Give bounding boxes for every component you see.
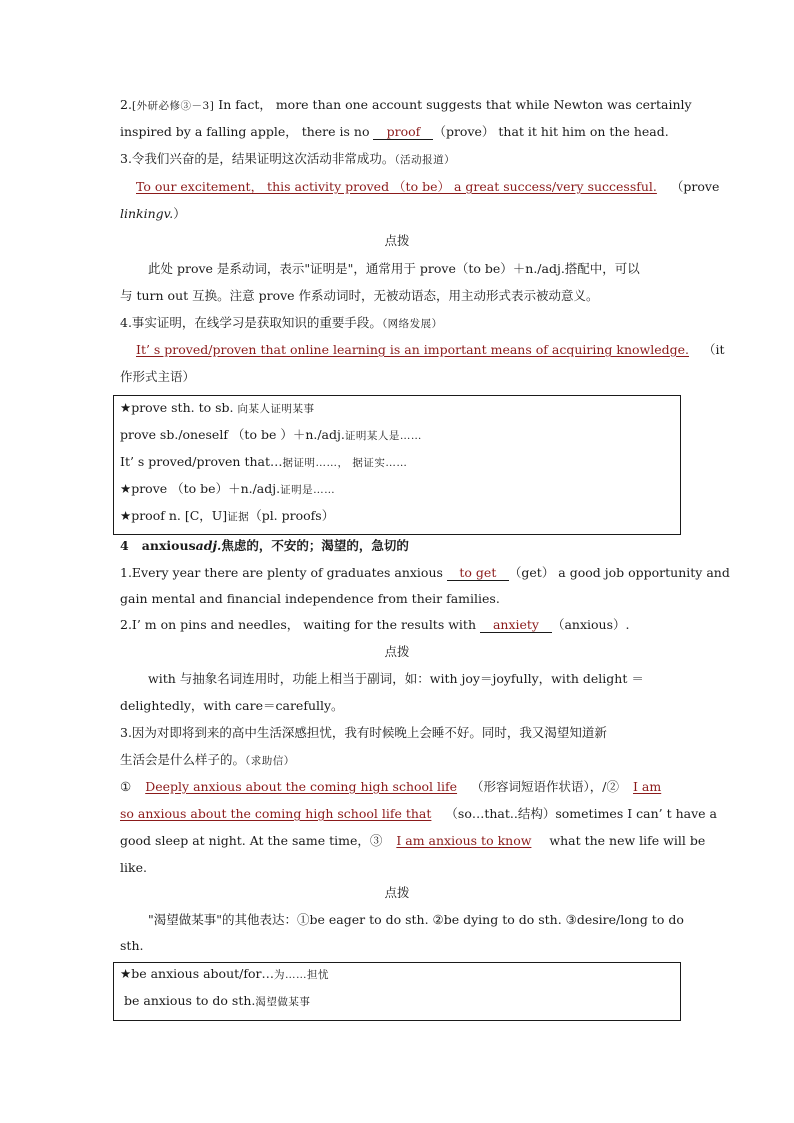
exercise-3-answer-1	[120, 778, 680, 796]
exercise-text: good sleep at night. At the same time，③	[120, 833, 383, 848]
box-phrase: ★prove （to be）＋n./adj.	[120, 481, 281, 496]
exercise-3-answer-3	[120, 832, 706, 850]
item-3-chinese	[120, 150, 680, 169]
item-hint: ）	[173, 206, 186, 221]
box-line	[120, 426, 422, 445]
exercise-text: what the new life will be	[545, 833, 706, 848]
exercise-3-chinese-1: 3.因为对即将到来的高中生活深感担忧，我有时候晚上会睡不好。同时，我又渴望知道新	[120, 725, 607, 740]
exercise-3-chinese-2	[120, 751, 680, 770]
box-phrase: prove sb./oneself （to be ）＋n./adj.	[120, 427, 345, 442]
translation-answer: It’ s proved/proven that online learning is an important means of acquiring knowledge.	[136, 342, 689, 357]
item-2-line-2	[120, 123, 680, 141]
tip-title: 点拨	[384, 885, 410, 900]
box-phrase: It’ s proved/proven that…	[120, 454, 283, 469]
item-3-hint-line	[120, 205, 680, 223]
item-4-hint-line: 作形式主语）	[120, 369, 196, 384]
source-tag: [外研必修③－3]	[131, 100, 215, 112]
item-hint: （it	[703, 342, 725, 357]
box-line	[120, 480, 335, 499]
item-2-line-1	[120, 96, 692, 115]
summary-box-prove	[113, 395, 681, 535]
exercise-3-line-end: like.	[120, 860, 147, 875]
section-heading	[120, 537, 680, 555]
chinese-sentence: 4.事实证明，在线学习是获取知识的重要手段。	[120, 315, 382, 330]
exercise-hint: （get） a good job opportunity and	[508, 565, 730, 580]
translation-answer: I am	[633, 779, 662, 794]
context-tag: （网络发展）	[381, 318, 443, 330]
section-number: 4	[120, 538, 129, 553]
part-of-speech: adj.	[195, 538, 222, 553]
box-meaning: 据证明……， 据证实……	[282, 457, 408, 469]
item-hint: linkingv.	[120, 206, 174, 221]
summary-box-anxious	[113, 962, 681, 1021]
translation-answer: I am anxious to know	[396, 833, 532, 848]
exercise-1-line-1	[120, 564, 730, 582]
box-line	[120, 399, 314, 418]
box-line	[124, 992, 310, 1011]
headword: anxious	[141, 538, 196, 553]
exercise-text: 1.Every year there are plenty of graduates anxious	[120, 565, 447, 580]
box-phrase: ★prove sth. to sb.	[120, 400, 238, 415]
tip-text: sth.	[120, 938, 144, 953]
exercise-2-line	[120, 616, 680, 634]
item-4-answer-line	[120, 341, 725, 359]
box-phrase: ★be anxious about/for…	[120, 966, 274, 981]
item-hint: （prove） that it hit him on the head.	[433, 124, 669, 139]
item-number: 2.	[120, 97, 132, 112]
exercise-hint: （so…that..结构）sometimes I can’ t have a	[445, 806, 717, 821]
tip-text: "渴望做某事"的其他表达：①be eager to do sth. ②be dying to do sth. ③desire/long to do	[148, 912, 684, 927]
tip-text: delightedly，with care＝carefully。	[120, 698, 344, 713]
box-line	[120, 965, 329, 984]
headword-meaning: 焦虑的，不安的；渴望的，急切的	[221, 538, 409, 553]
tip-text: with 与抽象名词连用时，功能上相当于副词，如：with joy＝joyfully，with delight ＝	[148, 671, 644, 686]
item-text: inspired by a falling apple， there is no	[120, 124, 374, 139]
translation-answer: Deeply anxious about the coming high school life	[145, 779, 458, 794]
exercise-hint: （形容词短语作状语），/②	[471, 779, 620, 794]
item-4-chinese	[120, 314, 680, 333]
exercise-text: 2.I’ m on pins and needles， waiting for the results with	[120, 617, 480, 632]
box-meaning: 证明是……	[280, 484, 336, 496]
chinese-sentence: 生活会是什么样子的。	[120, 752, 246, 767]
answer-blank: to get	[447, 565, 509, 581]
tip-text: 此处 prove 是系动词，表示"证明是"，通常用于 prove（to be）＋n./adj.搭配中，可以	[148, 261, 640, 276]
answer-blank: anxiety	[480, 617, 552, 633]
box-meaning: 为……担忧	[274, 969, 329, 981]
box-meaning: 证据	[227, 511, 250, 523]
context-tag: （求助信）	[245, 755, 295, 767]
box-phrase: （pl. proofs）	[249, 508, 335, 523]
answer-marker: ①	[120, 779, 132, 794]
translation-answer: so anxious about the coming high school life that	[120, 806, 432, 821]
context-tag: （活动报道）	[394, 154, 456, 166]
tip-title: 点拨	[384, 233, 410, 248]
exercise-1-line-2: gain mental and financial independence from their families.	[120, 591, 500, 606]
exercise-hint: （anxious）.	[551, 617, 630, 632]
box-meaning: 向某人证明某事	[237, 403, 315, 415]
chinese-sentence: 3.令我们兴奋的是，结果证明这次活动非常成功。	[120, 151, 395, 166]
item-3-answer-line	[120, 178, 720, 196]
box-line	[120, 507, 334, 526]
item-text: In fact， more than one account suggests that while Newton was certainly	[214, 97, 692, 112]
answer-blank: proof	[373, 124, 433, 140]
box-phrase: be anxious to do sth.	[124, 993, 256, 1008]
tip-text: 与 turn out 互换。注意 prove 作系动词时，无被动语态，用主动形式表示被动意义。	[120, 288, 599, 303]
item-hint: （prove	[670, 179, 720, 194]
translation-answer: To our excitement， this activity proved （to be） a great success/very successful.	[136, 179, 657, 194]
exercise-3-answer-2	[120, 805, 717, 823]
box-phrase: ★proof n. [C，U]	[120, 508, 228, 523]
box-meaning: 证明某人是……	[344, 430, 422, 442]
box-meaning: 渴望做某事	[255, 996, 311, 1008]
box-line	[120, 453, 407, 472]
tip-title: 点拨	[384, 644, 410, 659]
